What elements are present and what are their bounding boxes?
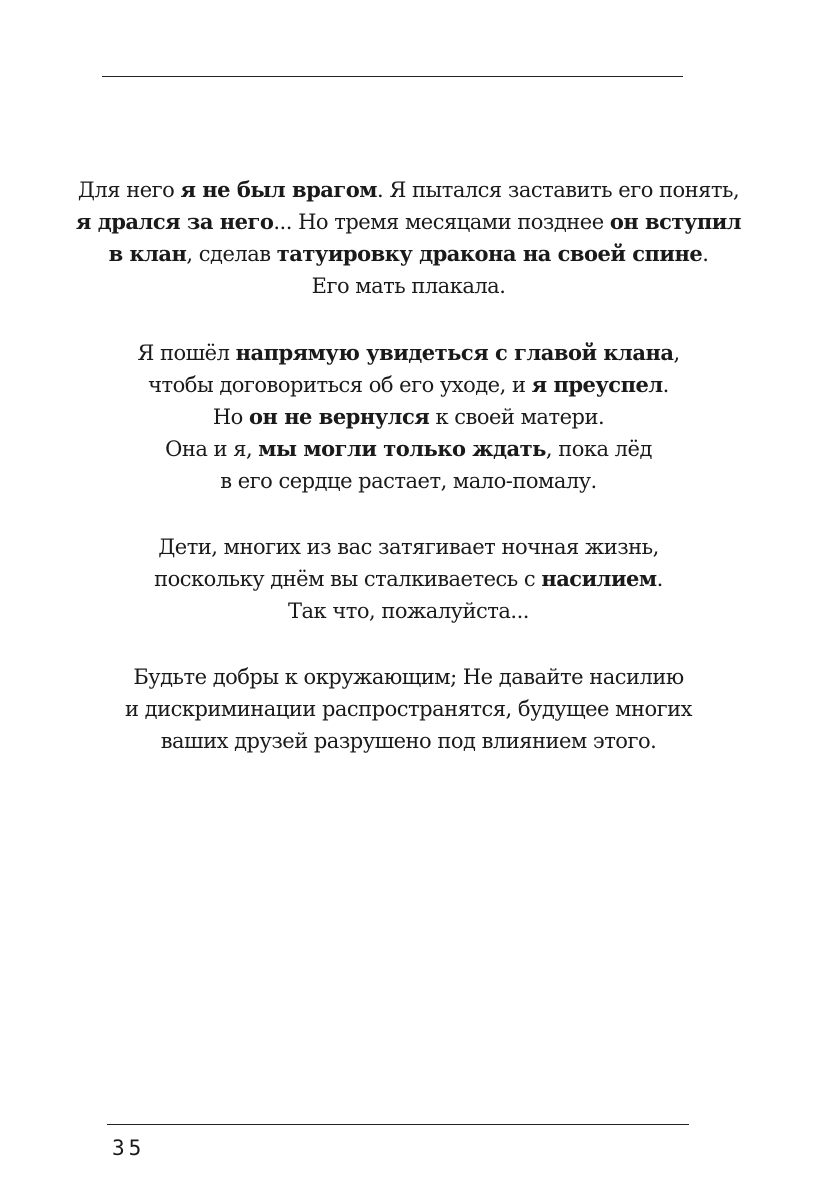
text-segment: Его мать плакала. (311, 274, 506, 298)
text-line (0, 238, 817, 270)
text-segment: Но (212, 405, 249, 429)
text-segment: . (656, 567, 663, 591)
bold-text-segment: насилием (541, 566, 657, 591)
text-segment: Она и я, (165, 437, 259, 461)
bold-text-segment: напрямую увидеться с главой клана (235, 340, 674, 365)
text-line (0, 337, 817, 369)
text-line (0, 563, 817, 595)
text-segment: чтобы договориться об его уходе, и (148, 373, 532, 397)
text-segment: Дети, многих из вас затягивает ночная жизнь, (158, 535, 659, 559)
text-line (0, 433, 817, 465)
text-segment: . (702, 242, 709, 266)
text-segment: ваших друзей разрушено под влиянием этого. (160, 729, 657, 753)
paragraph-4 (0, 661, 817, 757)
text-line (0, 174, 817, 206)
text-line (0, 661, 817, 693)
bold-text-segment: я дрался за него (75, 209, 274, 234)
text-segment: , пока лёд (545, 437, 652, 461)
bold-text-segment: я преуспел (531, 372, 663, 397)
text-segment: и дискриминации распространятся, будущее многих (125, 697, 692, 721)
bold-text-segment: он вступил (609, 209, 742, 234)
text-line (0, 270, 817, 302)
text-line (0, 401, 817, 433)
text-segment: , (673, 341, 680, 365)
footer-rule (107, 1124, 689, 1125)
bold-text-segment: мы могли только ждать (258, 436, 546, 461)
bold-text-segment: он не вернулся (249, 404, 430, 429)
text-segment: ... Но тремя месяцами позднее (273, 210, 610, 234)
text-segment: Для него (77, 178, 181, 202)
text-line (0, 465, 817, 497)
text-segment: Так что, пожалуйста... (288, 599, 529, 623)
page-number: 35 (112, 1136, 146, 1160)
header-rule (102, 76, 683, 77)
text-segment: . Я пытался заставить его понять, (377, 178, 740, 202)
text-line (0, 206, 817, 238)
text-segment: , сделав (186, 242, 277, 266)
paragraph-1 (0, 174, 817, 302)
text-line (0, 369, 817, 401)
text-line (0, 725, 817, 757)
bold-text-segment: татуировку дракона на своей спине (276, 241, 703, 266)
paragraph-2 (0, 337, 817, 497)
paragraph-3 (0, 531, 817, 627)
text-segment: в его сердце растает, мало-помалу. (220, 469, 597, 493)
bold-text-segment: в клан (108, 241, 187, 266)
bold-text-segment: я не был врагом (180, 177, 377, 202)
text-segment: Я пошёл (137, 341, 236, 365)
text-line (0, 693, 817, 725)
text-segment: . (662, 373, 669, 397)
text-line (0, 531, 817, 563)
text-segment: к своей матери. (429, 405, 605, 429)
text-segment: Будьте добры к окружающим; Не давайте насилию (133, 665, 684, 689)
text-segment: поскольку днём вы сталкиваетесь с (154, 567, 542, 591)
text-line (0, 595, 817, 627)
